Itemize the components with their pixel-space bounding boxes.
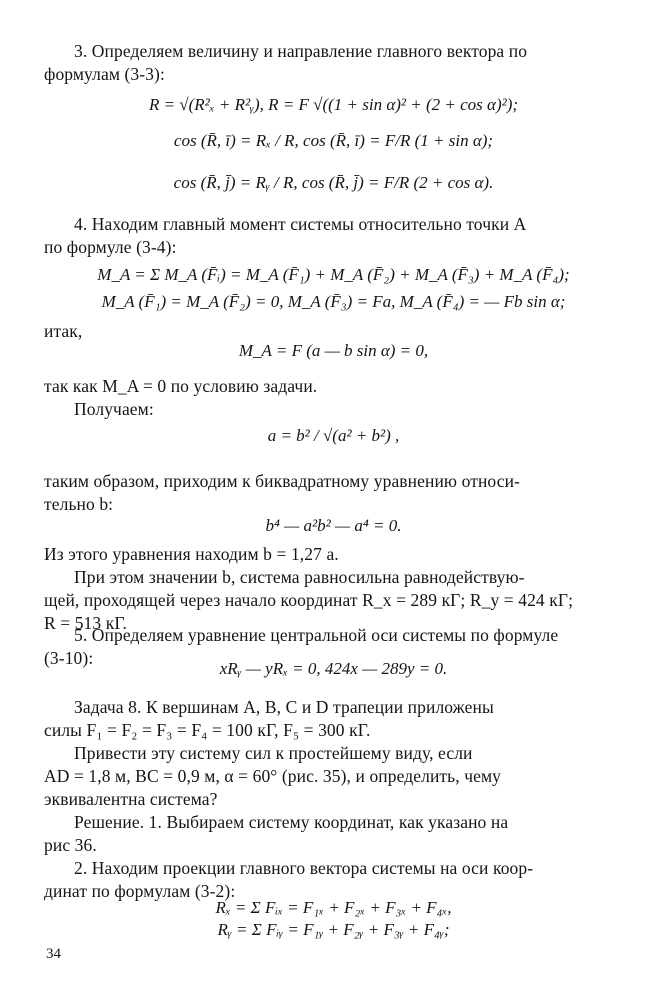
equation: M_A = Σ M_A (F̄ᵢ) = M_A (F̄₁) + M_A (F̄₂) + M_A (F̄₃) + M_A (F̄₄); [97,265,570,284]
text-line: Из этого уравнения находим b = 1,27 a. [44,544,339,564]
text-line: щей, проходящей через начало координат R_x = 289 кГ; R_y = 424 кГ; [44,590,574,610]
text-line: эквивалентна система? [44,789,218,809]
text-line: тельно b: [44,494,114,514]
text-line: Получаем: [74,399,154,419]
equation: cos (R̄, j̄) = Rᵧ / R, cos (R̄, j̄) = F/R (2 + cos α). [173,173,494,192]
equation: b⁴ — a²b² — a⁴ = 0. [265,516,402,535]
equation: Rᵧ = Σ Fᵢᵧ = F₁ᵧ + F₂ᵧ + F₃ᵧ + F₄ᵧ; [217,920,450,939]
equation: xRᵧ — yRₓ = 0, 424x — 289y = 0. [219,659,448,678]
text-line: 3. Определяем величину и направление главного вектора по [74,41,528,61]
text-line: формулам (3-3): [44,64,165,84]
text-line: так как M_A = 0 по условию задачи. [44,376,318,396]
equation: a = b² / √(a² + b²) , [267,426,400,445]
equation: M_A = F (a — b sin α) = 0, [238,341,429,360]
text-line: рис 36. [44,835,97,855]
text-line: AD = 1,8 м, BC = 0,9 м, α = 60° (рис. 35), и определить, чему [44,766,501,786]
text-line: При этом значении b, система равносильна равнодействую- [74,567,525,587]
equation: cos (R̄, ī) = Rₓ / R, cos (R̄, ī) = F/R (1 + sin α); [173,131,494,150]
text-line: Решение. 1. Выбираем систему координат, как указано на [74,812,509,832]
text-line: 2. Находим проекции главного вектора системы на оси коор- [74,858,534,878]
text-line: динат по формулам (3-2): [44,881,236,901]
text-line: 5. Определяем уравнение центральной оси системы по формуле [74,625,559,645]
text-line: итак, [44,321,83,341]
page-number: 34 [46,946,61,962]
text-line: R = 513 кГ. [44,613,128,633]
text-line: силы F₁ = F₂ = F₃ = F₄ = 100 кГ, F₅ = 300 кГ. [44,720,371,740]
text-line: таким образом, приходим к биквадратному уравнению относи- [44,471,520,491]
text-line: (3-10): [44,648,94,668]
equation: Rₓ = Σ Fᵢₓ = F₁ₓ + F₂ₓ + F₃ₓ + F₄ₓ, [215,898,452,917]
text-line: Привести эту систему сил к простейшему виду, если [74,743,473,763]
text-line: Задача 8. К вершинам A, B, C и D трапеции приложены [74,697,494,717]
text-line: 4. Находим главный момент системы относительно точки A [74,214,527,234]
text-line: по формуле (3-4): [44,237,177,257]
equation: R = √(R²ₓ + R²ᵧ), R = F √((1 + sin α)² + (2 + cos α)²); [148,95,519,114]
equation: M_A (F̄₁) = M_A (F̄₂) = 0, M_A (F̄₃) = Fa, M_A (F̄₄) = — Fb sin α; [101,292,566,311]
